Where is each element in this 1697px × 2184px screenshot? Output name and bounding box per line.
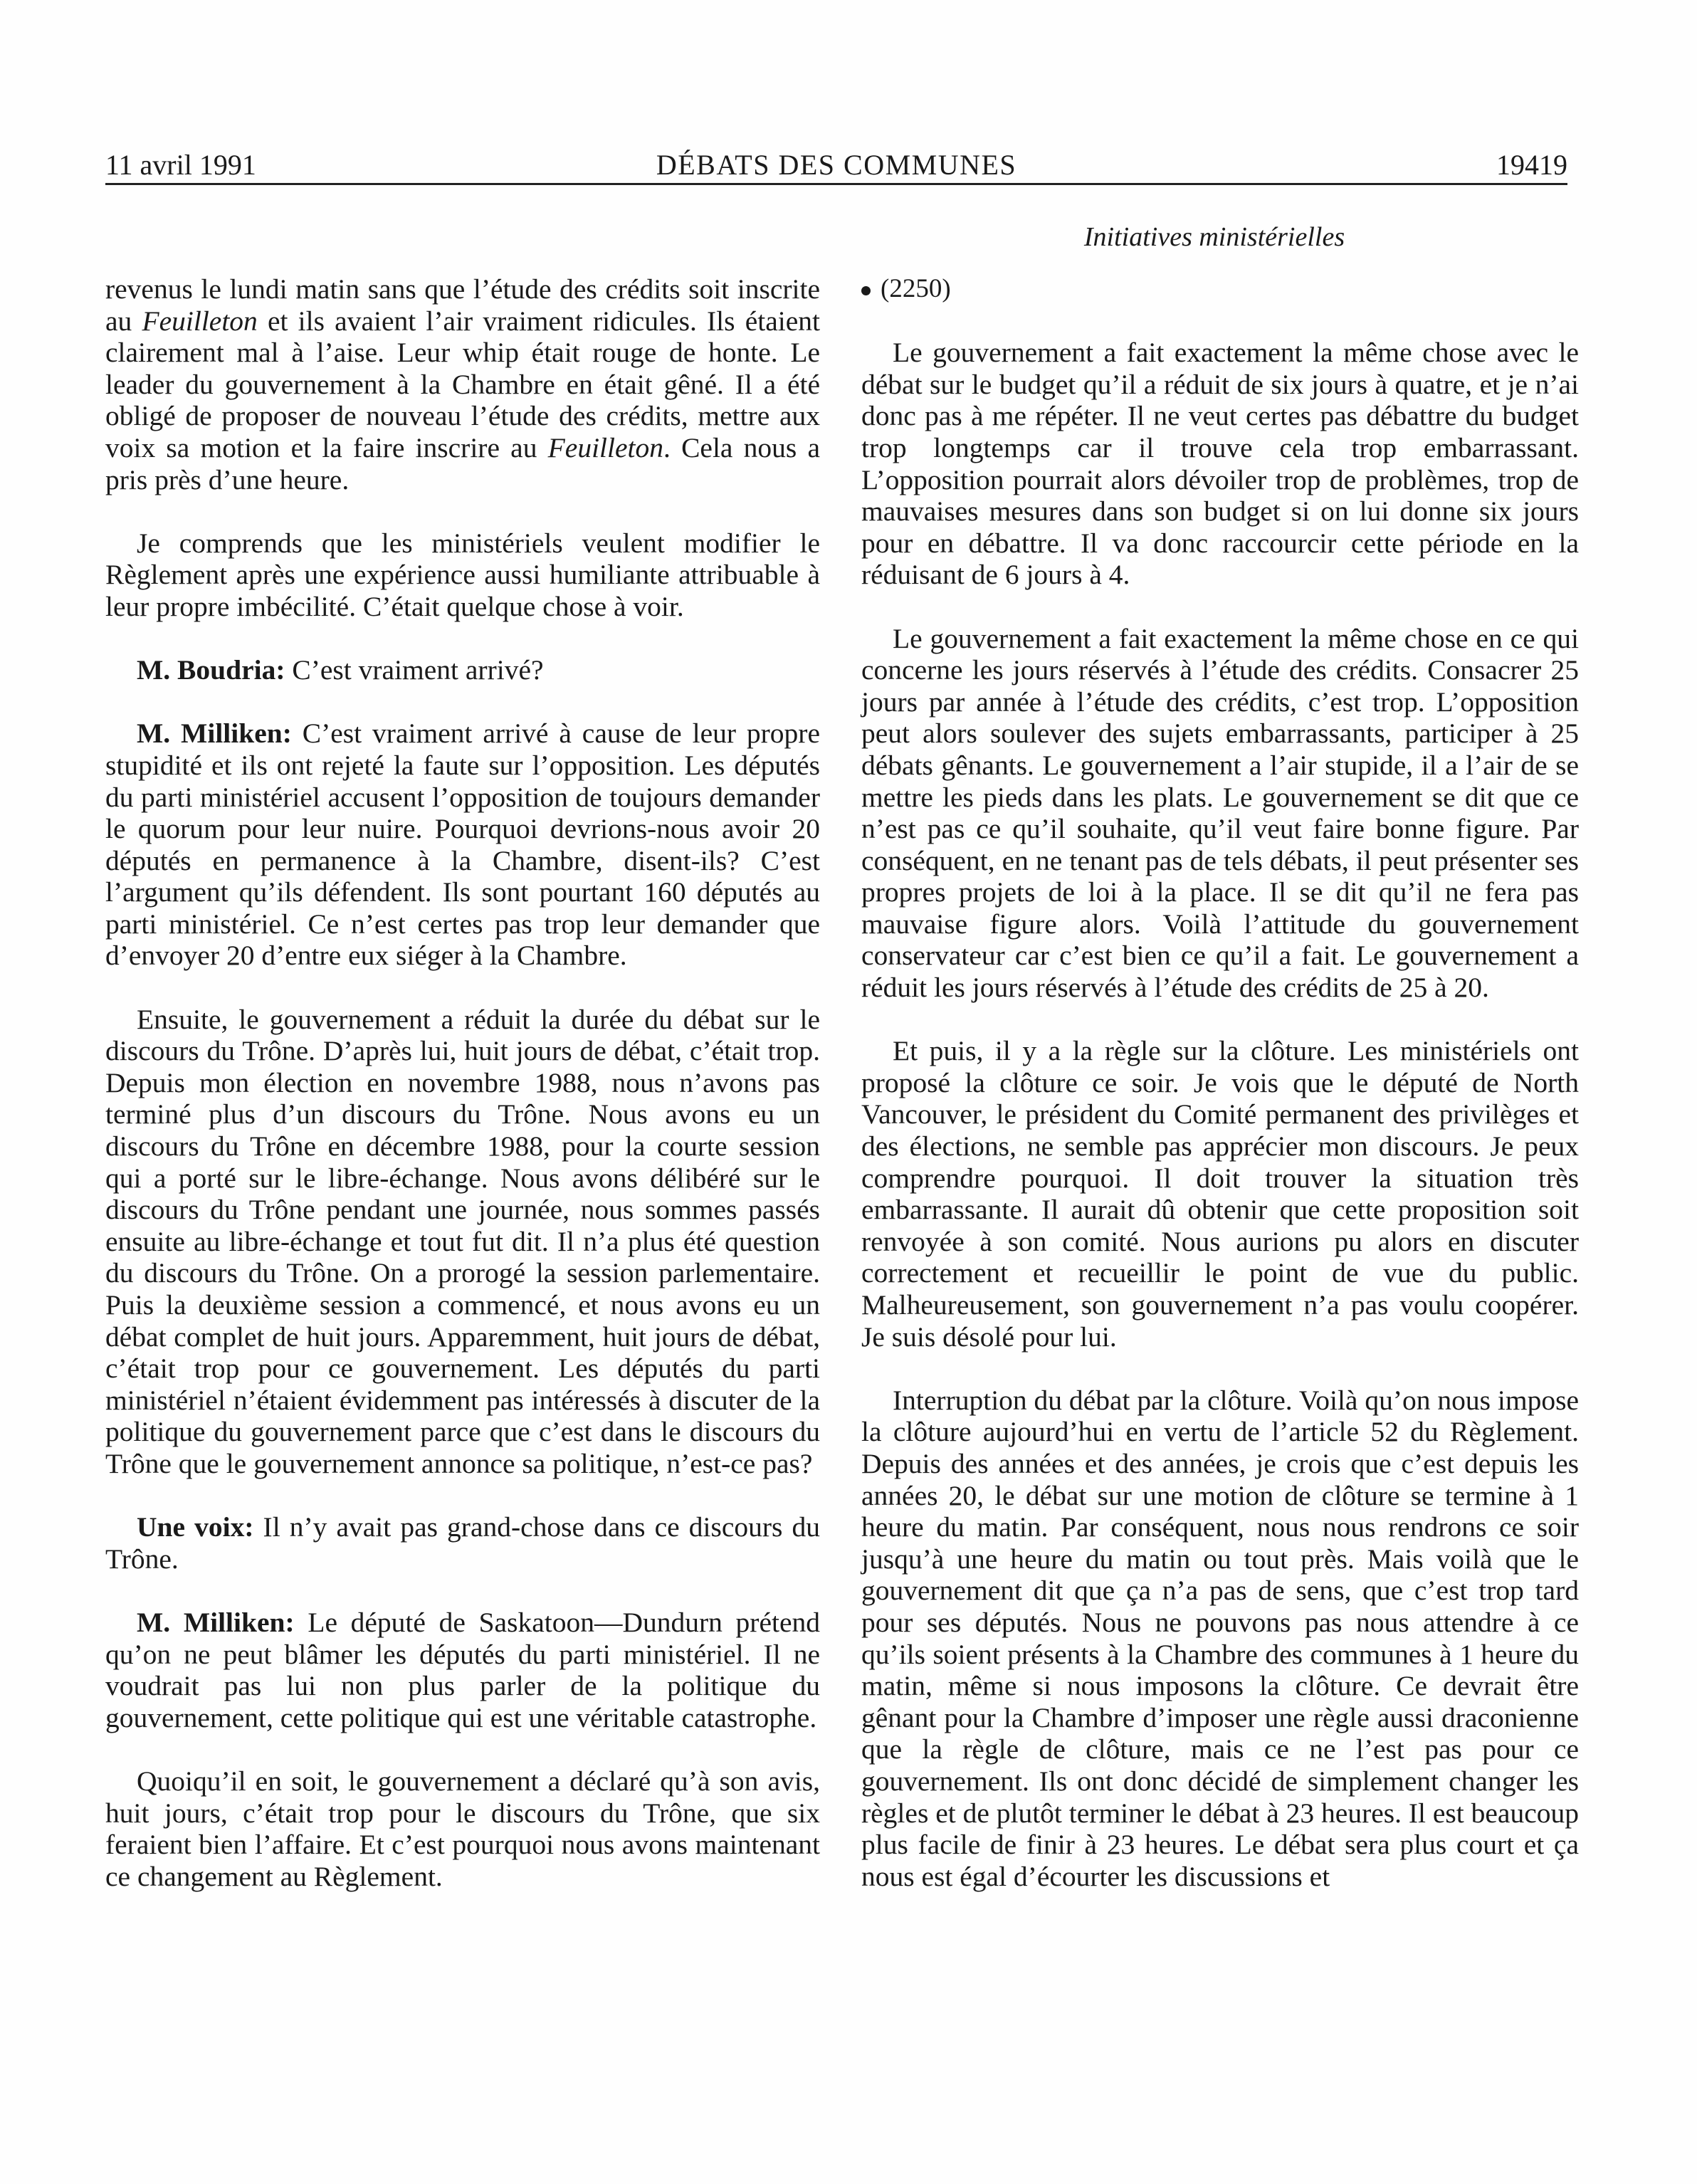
- header-title: DÉBATS DES COMMUNES: [656, 149, 1017, 181]
- speaker-name: Une voix:: [137, 1511, 254, 1543]
- paragraph: Et puis, il y a la règle sur la clôture. Les ministériels ont proposé la clôture ce soir. Je vois que le député de North Vancouver, le président du Comité permanent des privilèges et des élections, ne semble pas apprécier mon discours. Je peux comprendre pourquoi. Il doit trouver la situation très embarrassante. Il aurait dû obtenir que cette proposition soit renvoyée à son comité. Nous aurions pu alors en discuter correctement et recueillir le point de vue du public. Malheureusement, son gouvernement n’a pas voulu coopérer. Je suis désolé pour lui.: [861, 1035, 1579, 1353]
- paragraph: Le gouvernement a fait exactement la même chose avec le débat sur le budget qu’il a réduit de six jours à quatre, et je n’ai donc pas à me répéter. Il ne veut certes pas débattre du budget trop longtemps car il trouve cela trop embarrassant. L’opposition pourrait alors dévoiler trop de problèmes, trop de mauvaises mesures dans son budget si on lui donne six jours pour en débattre. Il va donc raccourcir cette période en la réduisant de 6 jours à 4.: [861, 337, 1579, 591]
- speaker-paragraph: M. Milliken: Le député de Saskatoon—Dundurn prétend qu’on ne peut blâmer les députés du parti ministériel. Il ne voudrait pas lui non plus parler de la politique du gouvernement, cette politique qui est une véritable catastrophe.: [105, 1606, 820, 1733]
- page-header: [105, 147, 1567, 184]
- timestamp: (2250): [861, 273, 1579, 305]
- left-column: [105, 273, 820, 1924]
- speaker-paragraph: M. Boudria: C’est vraiment arrivé?: [137, 654, 544, 686]
- right-column: [861, 273, 1579, 1924]
- paragraph: Le gouvernement a fait exactement la même chose en ce qui concerne les jours réservés à l’étude des crédits. Consacrer 25 jours par année à l’étude des crédits, c’est trop. L’opposition peut alors soulever des sujets embarrassants, participer à 25 débats gênants. Le gouvernement a l’air stupide, il a l’air de se mettre les pieds dans les plats. Le gouvernement se dit que ce n’est pas ce qu’il souhaite, qu’il veut faire bonne figure. Par conséquent, en ne tenant pas de tels débats, il peut présenter ses propres projets de loi à la place. Il se dit qu’il ne fera pas mauvaise figure alors. Voilà l’attitude du gouvernement conservateur car c’est bien ce qu’il a fait. Le gouvernement a réduit les jours réservés à l’étude des crédits de 25 à 20.: [861, 622, 1579, 1004]
- paragraph: Interruption du débat par la clôture. Voilà qu’on nous impose la clôture aujourd’hui en vertu de l’article 52 du Règlement. Depuis des années et des années, je crois que c’est depuis les années 20, le débat sur une motion de clôture se termine à 1 heure du matin. Par conséquent, nous nous rendrons ce soir jusqu’à une heure du matin ou tout près. Mais voilà que le gouvernement dit que ça n’a pas de sens, que c’est trop tard pour ses députés. Nous ne pouvons pas nous attendre à ce qu’ils soient présents à la Chambre des communes à 1 heure du matin, même si nous imposons la clôture. Ce devrait être gênant pour la Chambre d’imposer une règle aussi draconienne que la règle de clôture, mais ce ne l’est pas pour ce gouvernement. Ils ont donc décidé de simplement changer les règles et de plutôt terminer le débat à 23 heures. Il est beaucoup plus facile de finir à 23 heures. Le débat sera plus court et ça nous est égal d’écourter les discussions et: [861, 1384, 1579, 1892]
- speaker-name: M. Milliken:: [137, 1606, 295, 1638]
- bullet-icon: [861, 286, 871, 295]
- header-date: 11 avril 1991: [105, 149, 256, 181]
- header-page-number: 19419: [1496, 149, 1567, 181]
- speaker-name: M. Milliken:: [137, 718, 292, 750]
- paragraph: revenus le lundi matin sans que l’étude des crédits soit inscrite au Feuilleton et ils avaient l’air vraiment ridicules. Ils étaient clairement mal à l’aise. Leur whip était rouge de honte. Le leader du gouvernement à la Chambre en était gêné. Il a été obligé de proposer de nouveau l’étude des crédits, mettre aux voix sa motion et la faire inscrire au Feuilleton. Cela nous a pris près d’une heure.: [105, 273, 820, 495]
- section-label: Initiatives ministérielles: [1083, 222, 1345, 252]
- speaker-paragraph: Une voix: Il n’y avait pas grand-chose dans ce discours du Trône.: [105, 1511, 820, 1575]
- speaker-name: M. Boudria:: [137, 654, 285, 686]
- paragraph: Je comprends que les ministériels veulent modifier le Règlement après une expérience aussi humiliante attribuable à leur propre imbécilité. C’était quelque chose à voir.: [105, 527, 820, 622]
- header-rule: [105, 183, 1567, 185]
- paragraph: Quoiqu’il en soit, le gouvernement a déclaré qu’à son avis, huit jours, c’était trop pour le discours du Trône, que six feraient bien l’affaire. Et c’est pourquoi nous avons maintenant ce changement au Règlement.: [105, 1765, 820, 1892]
- speaker-paragraph: M. Milliken: C’est vraiment arrivé à cause de leur propre stupidité et ils ont rejeté la faute sur l’opposition. Les députés du parti ministériel accusent l’opposition de toujours demander le quorum pour leur nuire. Pourquoi devrions-nous avoir 20 députés en permanence à la Chambre, disent-ils? C’est l’argument qu’ils défendent. Ils sont pourtant 160 députés au parti ministériel. Ce n’est certes pas trop leur demander que d’envoyer 20 d’entre eux siéger à la Chambre.: [105, 718, 820, 972]
- paragraph: Ensuite, le gouvernement a réduit la durée du débat sur le discours du Trône. D’après lui, huit jours de débat, c’était trop. Depuis mon élection en novembre 1988, nous n’avons pas terminé plus d’un discours du Trône. Nous avons eu un discours du Trône en décembre 1988, pour la courte session qui a porté sur le libre-échange. Nous avons délibéré sur le discours du Trône pendant une journée, nous sommes passés ensuite au libre-échange et tout fut dit. Il n’a plus été question du discours du Trône. On a prorogé la session parlementaire. Puis la deuxième session a commencé, et nous avons eu un débat complet de huit jours. Apparemment, huit jours de débat, c’était trop pour ce gouvernement. Les députés du parti ministériel n’étaient évidemment pas intéressés à discuter de la politique du gouvernement parce que c’est dans le discours du Trône que le gouvernement annonce sa politique, n’est-ce pas?: [105, 1003, 820, 1479]
